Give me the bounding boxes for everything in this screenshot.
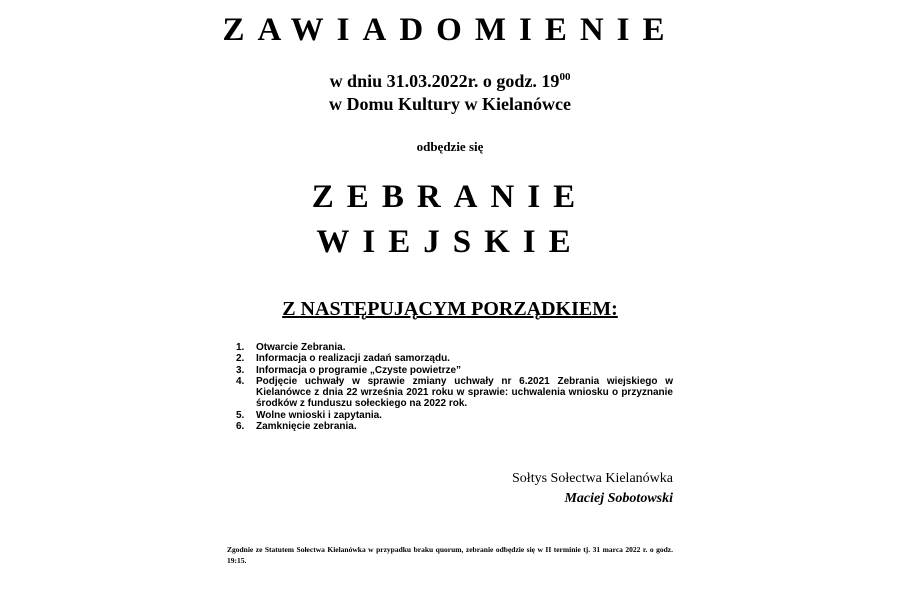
event-title-line-2: WIEJSKIE — [316, 224, 584, 260]
agenda-item-text: Informacja o programie „Czyste powietrze” — [256, 364, 462, 376]
event-title-line-1: ZEBRANIE — [311, 179, 589, 215]
agenda-item — [230, 410, 673, 421]
signature-name: Maciej Sobotowski — [564, 491, 673, 506]
meeting-date-line — [0, 70, 900, 92]
agenda-heading: Z NASTĘPUJĄCYM PORZĄDKIEM: — [282, 298, 618, 320]
notice-title: ZAWIADOMIENIE — [222, 12, 678, 48]
agenda-item-number: 4. — [236, 375, 245, 387]
agenda-item-text: Informacja o realizacji zadań samorządu. — [256, 353, 450, 365]
agenda-item-text: Podjęcie uchwały w sprawie zmiany uchwały nr 6.2021 Zebrania wiejskiego w Kielanówce z dnia 22 września 2021 roku w sprawie: uchwalenia wniosku o przyznanie środków z funduszu sołeckiego na 2022 rok. — [256, 375, 673, 410]
agenda-item-text: Zamknięcie zebrania. — [256, 421, 357, 433]
meeting-place-line: w Domu Kultury w Kielanówce — [329, 94, 571, 114]
agenda-item-number: 6. — [236, 421, 245, 433]
agenda-item — [230, 376, 673, 410]
agenda-list — [230, 342, 673, 432]
agenda-item-number: 5. — [236, 409, 245, 421]
meeting-time-minutes: 00 — [559, 71, 571, 83]
agenda-item — [230, 421, 673, 432]
agenda-item — [230, 342, 673, 353]
intro-text: odbędzie się — [416, 139, 484, 154]
agenda-item-number: 2. — [236, 353, 245, 365]
agenda-item-text: Otwarcie Zebrania. — [256, 342, 346, 353]
agenda-item-text: Wolne wnioski i zapytania. — [256, 409, 382, 421]
signature-role: Sołtys Sołectwa Kielanówka — [512, 471, 673, 486]
agenda-item — [230, 365, 673, 376]
agenda-item-number: 3. — [236, 364, 245, 376]
meeting-date-text: w dniu 31.03.2022r. o godz. 19 — [329, 71, 560, 91]
agenda-item — [230, 353, 673, 364]
agenda-item-number: 1. — [236, 342, 245, 353]
quorum-footnote: Zgodnie ze Statutem Sołectwa Kielanówka w przypadku braku quorum, zebranie odbędzie się w II terminie tj. 31 marca 2022 r. o godz. 19:15. — [227, 545, 673, 565]
